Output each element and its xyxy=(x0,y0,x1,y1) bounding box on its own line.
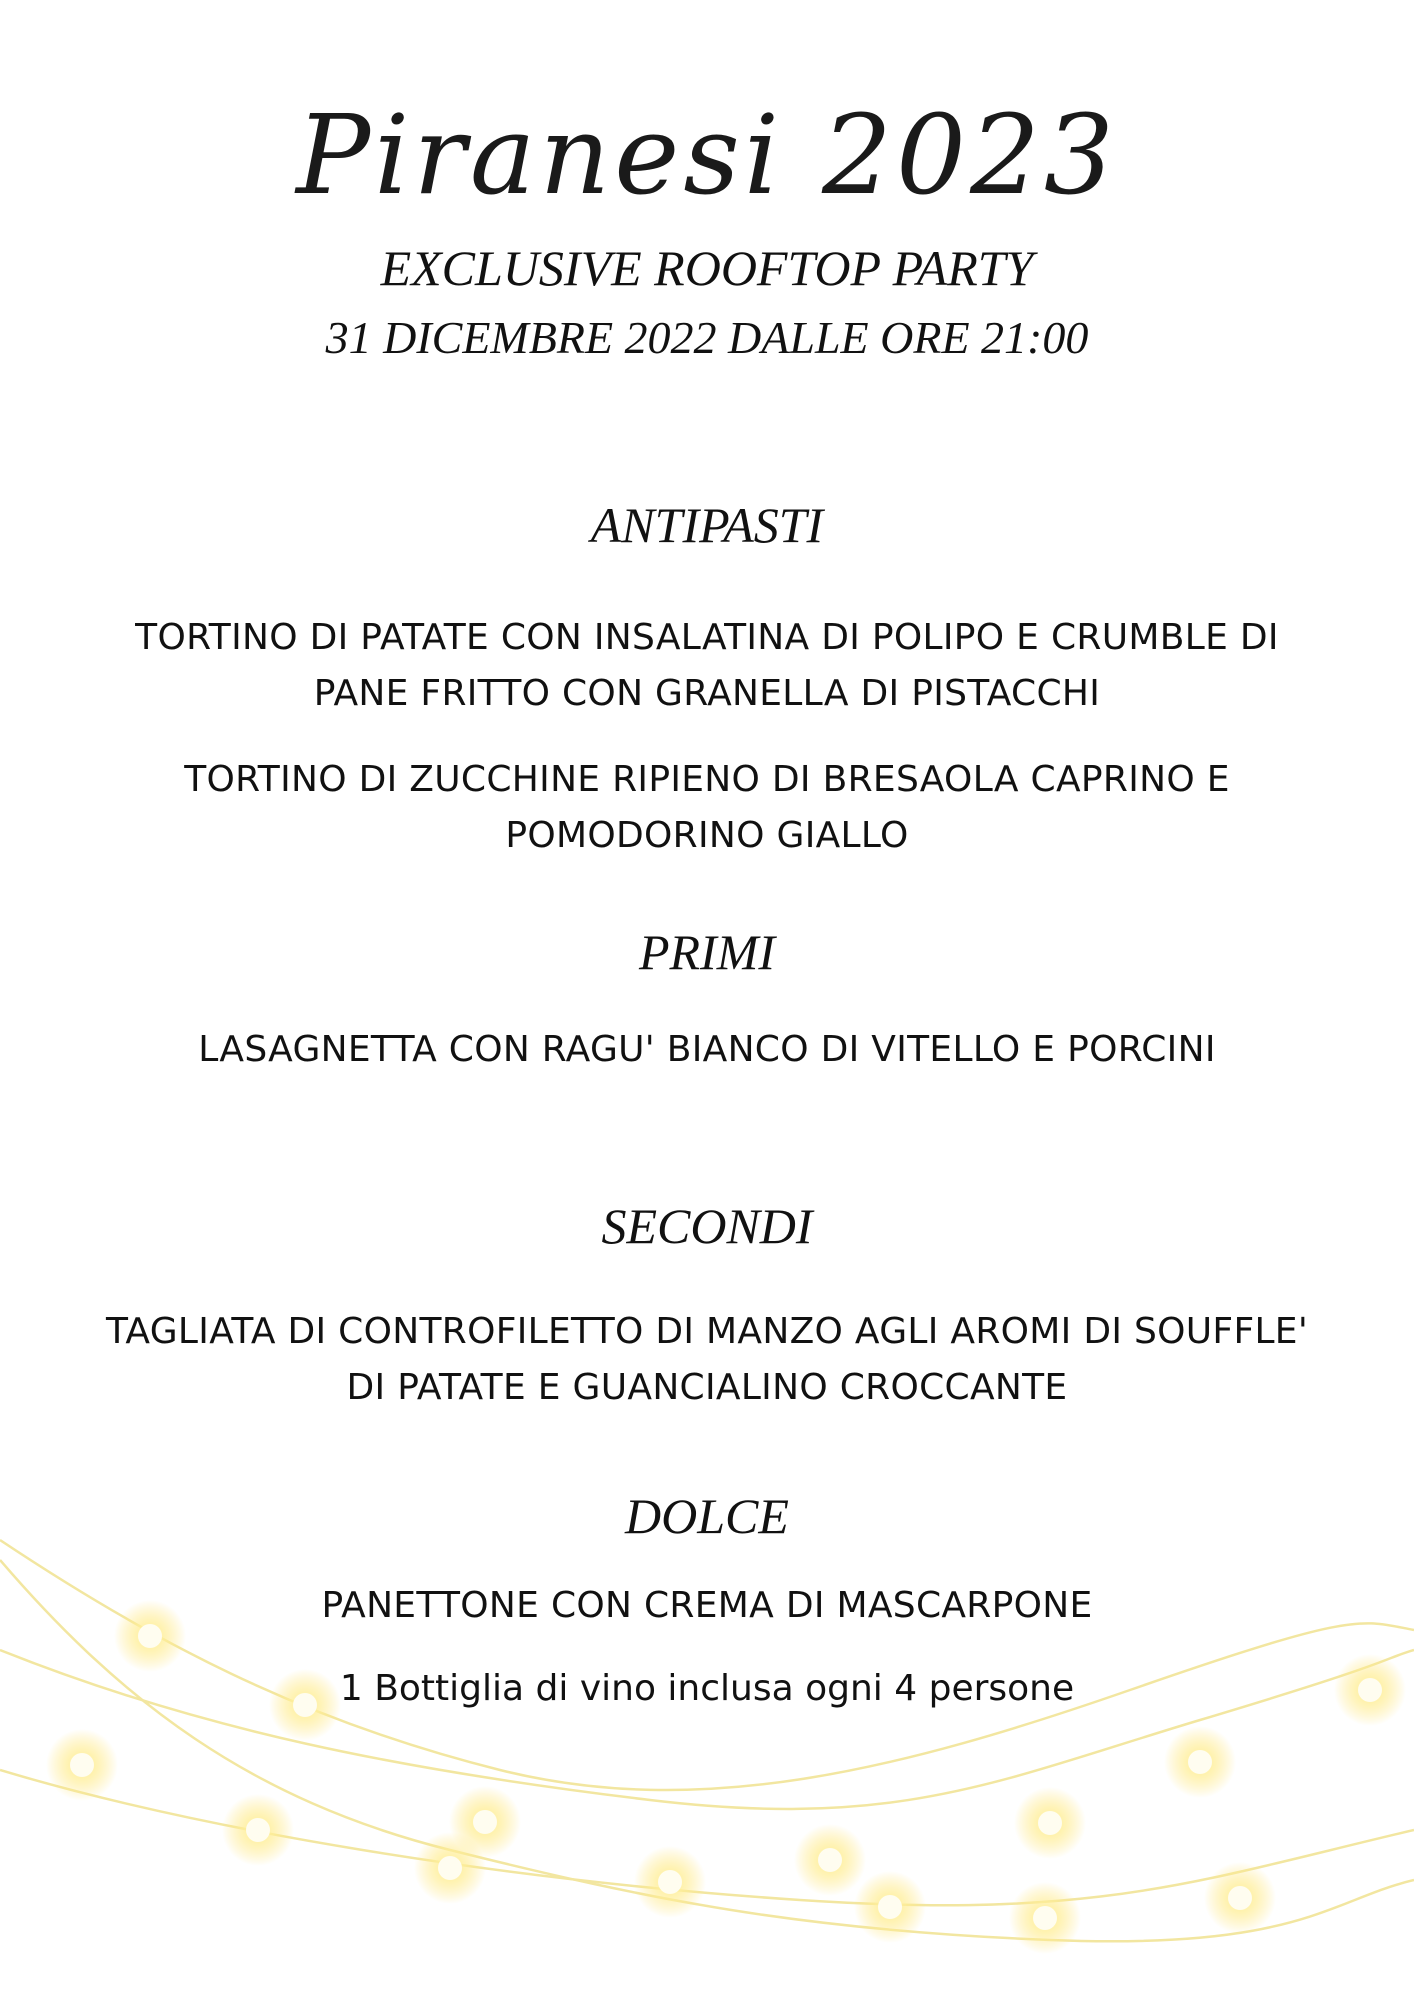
dish-line: LASAGNETTA CON RAGU' BIANCO DI VITELLO E PORCINI xyxy=(198,1029,1216,1070)
dish-antipasto-2 xyxy=(0,752,1414,864)
section-heading-antipasti: ANTIPASTI xyxy=(590,497,824,553)
dish-line: POMODORINO GIALLO xyxy=(505,815,909,856)
section-heading-dolce: DOLCE xyxy=(625,1488,789,1544)
string-lights-icon xyxy=(0,1500,1414,1999)
dish-line: PANETTONE CON CREMA DI MASCARPONE xyxy=(321,1585,1093,1626)
wine-note: 1 Bottiglia di vino inclusa ogni 4 persone xyxy=(339,1668,1075,1709)
light-bulbs xyxy=(46,1600,1406,1954)
section-heading-primi: PRIMI xyxy=(638,924,776,980)
event-title: Piranesi 2023 xyxy=(296,91,1118,219)
event-date: 31 DICEMBRE 2022 DALLE ORE 21:00 xyxy=(325,312,1089,363)
dish-secondo-1 xyxy=(0,1304,1414,1416)
dish-primo-1 xyxy=(0,1022,1414,1078)
dish-line: DI PATATE E GUANCIALINO CROCCANTE xyxy=(346,1367,1068,1408)
dish-line: PANE FRITTO CON GRANELLA DI PISTACCHI xyxy=(313,673,1101,714)
event-subtitle: EXCLUSIVE ROOFTOP PARTY xyxy=(380,240,1034,296)
dish-antipasto-1 xyxy=(0,610,1414,722)
dish-line: TAGLIATA DI CONTROFILETTO DI MANZO AGLI AROMI DI SOUFFLE' xyxy=(105,1311,1309,1352)
section-heading-secondi: SECONDI xyxy=(601,1198,813,1254)
dish-line: TORTINO DI PATATE CON INSALATINA DI POLIPO E CRUMBLE DI xyxy=(135,617,1279,658)
dish-line: TORTINO DI ZUCCHINE RIPIENO DI BRESAOLA CAPRINO E xyxy=(184,759,1230,800)
